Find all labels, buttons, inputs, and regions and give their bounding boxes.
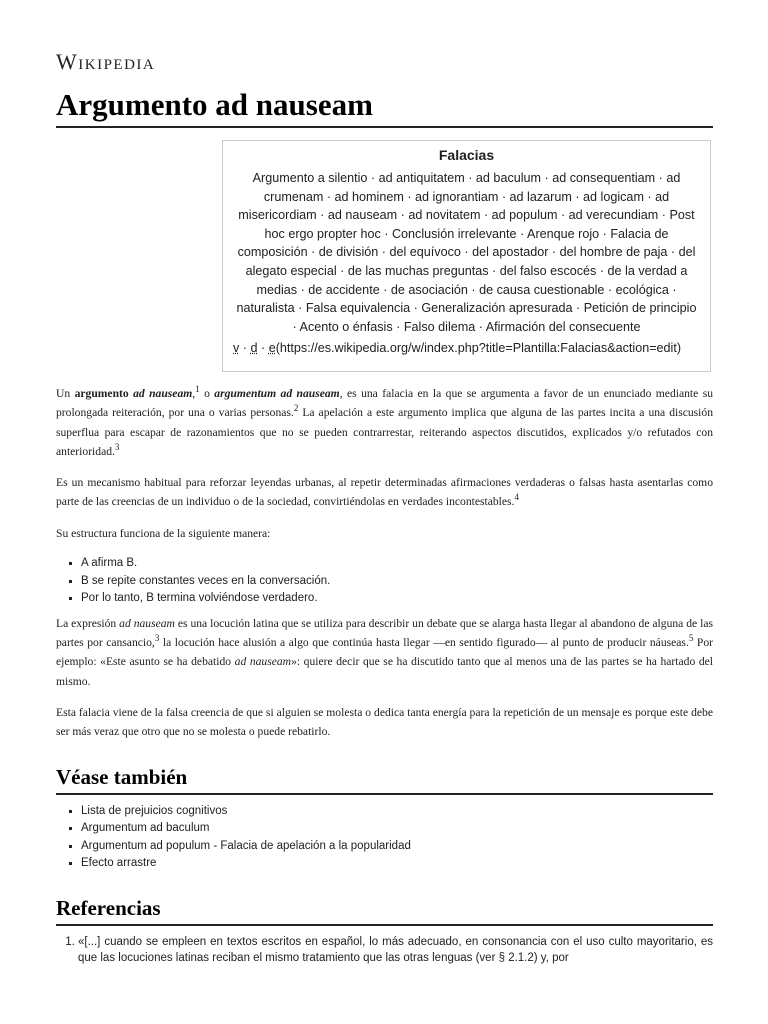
list-item: ▪ A afirma B. <box>81 555 713 573</box>
see-also-link[interactable]: ▪ Lista de prejuicios cognitivos <box>81 803 713 821</box>
list-item: ▪ Por lo tanto, B termina volviéndose verdadero. <box>81 590 713 608</box>
navbox-footer <box>233 338 700 358</box>
reference-1[interactable]: 1 <box>195 384 200 394</box>
falacias-navbox <box>222 140 711 372</box>
see-also-link[interactable]: ▪ Argumentum ad baculum <box>81 820 713 838</box>
wikipedia-logo[interactable]: Wikipedia <box>56 49 156 74</box>
reference-4[interactable]: 4 <box>514 492 519 503</box>
navbox-separator: · <box>242 341 247 356</box>
navbox-edit-link[interactable]: e <box>268 341 276 356</box>
see-also-link[interactable]: ▪ Efecto arrastre <box>81 855 713 873</box>
reference-3[interactable]: 3 <box>154 633 160 644</box>
references-heading: Referencias <box>56 895 713 926</box>
navbox-discuss-link[interactable]: d <box>250 341 258 356</box>
belief-paragraph: Esta falacia viene de la falsa creencia de que si alguien se molesta o dedica tanta energía para la repetición de un mensaje es porque este debe ser más veraz que otro que no se molesta o puede rebatirlo. <box>56 706 713 739</box>
reference-3[interactable]: 3 <box>114 441 120 452</box>
reference-5[interactable]: 5 <box>688 633 694 644</box>
page-title: Argumento ad nauseam <box>56 86 713 128</box>
navbox-title[interactable]: Falacias <box>438 147 495 163</box>
structure-list <box>56 555 713 608</box>
navbox-separator: · <box>261 341 266 356</box>
see-also-heading: Véase también <box>56 764 713 795</box>
see-also-list <box>56 803 713 873</box>
references-list <box>56 934 713 966</box>
navbox-view-link[interactable]: v <box>233 341 240 356</box>
navbox-list: Argumento a silentio · ad antiquitatem · ad baculum · ad consequentiam · ad crumenam · ad hominem · ad ignorantiam · ad lazarum · ad logicam · ad misericordiam · ad nauseam · ad novitatem · ad populum · ad verecundiam · Post hoc ergo propter hoc · Conclusión irrelevante · Arenque rojo · Falacia de composición · de división · del equívoco · del apostador · del hombre de paja · del alegato especial · de las muchas preguntas · del falso escocés · de la verdad a medias · de accidente · de asociación · de causa cuestionable · ecológica · naturalista · Falsa equivalencia · Generalización apresurada · Petición de principio · Acento o énfasis · Falso dilema · Afirmación del consecuente <box>236 171 697 334</box>
article-content <box>56 384 713 966</box>
see-also-link[interactable]: ▪ Argumentum ad populum - Falacia de apelación a la popularidad <box>81 838 713 856</box>
list-item: ▪ B se repite constantes veces en la conversación. <box>81 573 713 591</box>
structure-intro: Su estructura funciona de la siguiente manera: <box>56 526 271 540</box>
reference-item: 1. «[...] cuando se empleen en textos escritos en español, lo más adecuado, en consonancia con el uso culto mayoritario, es que las locuciones latinas reciban el mismo tratamiento que las otras lenguas (ver § 2.1.2) y, por <box>78 934 713 966</box>
navbox-edit-url: (https://es.wikipedia.org/w/index.php?title=Plantilla:Falacias&action=edit) <box>275 341 682 356</box>
reference-2[interactable]: 2 <box>293 403 299 414</box>
urban-legends-paragraph: Es un mecanismo habitual para reforzar leyendas urbanas, al repetir determinadas afirmaciones verdaderas o falsas hasta asentarlas como parte de las creencias de un individuo o de la sociedad, convirtiéndolas en verdades incontestables.$^4$ <box>56 476 713 509</box>
intro-paragraph: Un argumento ad nauseam,$^1$ o argumentum ad nauseam, es una falacia en la que se argumenta a favor de un enunciado mediante su prolongada reiteración, por una o varias personas.$^2$ La apelación a este argumento implica que alguna de las partes incita a una discusión superflua para escapar de razonamientos que no se pueden contrarrestar, reiterando aspectos discutidos, explicados y/o refutados con anterioridad.$^3$ <box>56 384 713 458</box>
expression-paragraph: La expresión ad nauseam es una locución latina que se utiliza para describir un debate que se alarga hasta llegar al abandono de alguna de las partes por cansancio,$^3$ la locución hace alusión a algo que continúa hasta llegar —en sentido figurado— al punto de producir náuseas.$^5$ Por ejemplo: «Este asunto se ha debatido ad nauseam»: quiere decir que se ha discutido tanto que al menos una de las partes se ha hartado del mismo. <box>56 616 713 688</box>
